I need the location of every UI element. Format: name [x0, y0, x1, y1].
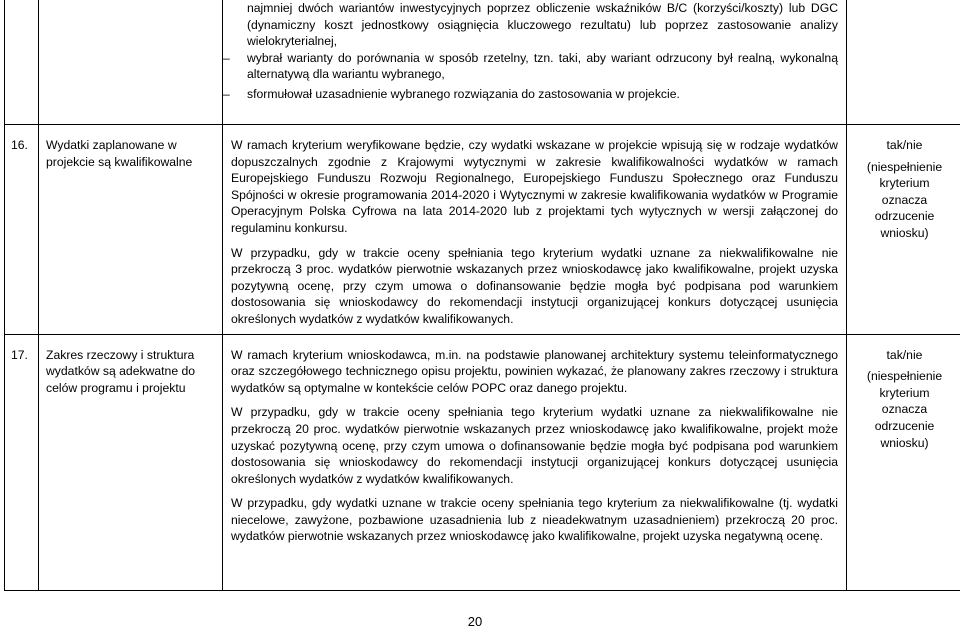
dash-marker: –	[223, 50, 230, 65]
eval-line: kryterium	[879, 385, 930, 400]
name-cell	[39, 0, 223, 125]
bullet-text: sformułował uzasadnienie wybranego rozwiązania do zastosowania w projekcie.	[247, 86, 680, 101]
paragraph: W przypadku, gdy w trakcie oceny spełniania tego kryterium wydatki uznane za niekwalifikowalne nie przekroczą 20 proc. wydatków pierwotnie wskazanych przez wnioskodawcę jako kwalifikowalne, projekt może uzyskać pozytywną ocenę, przy czym umowa o dofinansowanie będzie mogła być podpisana pod warunkiem dostosowania się wnioskodawcy do rekomendacji instytucji organizującej konkurs dotyczącej usunięcia określonych wydatków z wydatków kwalifikowanych.	[231, 405, 838, 486]
paragraph: najmniej dwóch wariantów inwestycyjnych poprzez obliczenie wskaźników B/C (korzyści/koszty) lub DGC (dynamiczny koszt jednostkowy osiągnięcia kluczowego rezultatu) lub poprzez zastosowanie analizy wielokryterialnej,	[247, 1, 838, 49]
criterion-description	[223, 334, 847, 590]
paragraph: W przypadku, gdy w trakcie oceny spełniania tego kryterium wydatki uznane za niekwalifikowalne nie przekroczą 3 proc. wydatków pierwotnie wskazanych przez wnioskodawcę jako kwalifikowalne, projekt uzyska pozytywną ocenę, przy czym umowa o dofinansowanie będzie mogła być podpisana pod warunkiem dostosowania się wnioskodawcy do rekomendacji instytucji organizującej konkurs dotyczącej usunięcia określonych wydatków z wydatków kwalifikowanych.	[231, 245, 838, 326]
eval-line: odrzucenie	[874, 209, 935, 224]
bullet-item	[223, 50, 838, 83]
eval-line: wniosku)	[880, 435, 929, 450]
bullet-item	[223, 86, 838, 103]
paragraph: W przypadku, gdy wydatki uznane w trakcie oceny spełniania tego kryterium za niekwalifikowalne (tj. wydatki niecelowe, zawyżone, pozbawione uzasadnienia lub z nieadekwatnym uzasadnieniem) przekroczą 20 proc. wydatków pierwotnie wskazanych przez wnioskodawcę jako kwalifikowalne, projekt uzyska negatywną ocenę.	[231, 496, 838, 544]
evaluation-method	[847, 125, 960, 335]
eval-line: odrzucenie	[874, 418, 935, 433]
eval-line: tak/nie	[886, 138, 923, 152]
bullet-text: wybrał warianty do porównania w sposób rzetelny, tzn. taki, aby wariant odrzucony był realną, wykonalną alternatywą dla wariantu wybranego,	[247, 50, 838, 82]
table-row	[5, 125, 960, 335]
criterion-name: Wydatki zaplanowane w projekcie są kwalifikowalne	[39, 125, 223, 335]
eval-line: oznacza	[881, 192, 928, 207]
page-number: 20	[467, 614, 483, 629]
number-cell	[5, 0, 39, 125]
eval-line: kryterium	[879, 176, 930, 191]
paragraph: W ramach kryterium weryfikowane będzie, czy wydatki wskazane w projekcie wpisują się w rodzaje wydatków dopuszczalnych zgodnie z Krajowymi wytycznymi w zakresie kwalifikowalności wydatków w ramach Europejskiego Funduszu Rozwoju Regionalnego, Europejskiego Funduszu Społecznego oraz Funduszu Spójności w okresie programowania 2014-2020 i Wytycznymi w zakresie kwalifikowania wydatków w Programie Operacyjnym Polska Cyfrowa na lata 2014-2020 lub z projektami tych wytycznych w wersji załączonej do regulaminu konkursu.	[231, 138, 838, 235]
eval-line: (niespełnienie	[866, 369, 943, 384]
table-row-continuation	[5, 0, 960, 125]
criterion-name: Zakres rzeczowy i struktura wydatków są adekwatne do celów programu i projektu	[39, 334, 223, 590]
dash-marker: –	[223, 86, 230, 101]
table-row	[5, 334, 960, 590]
evaluation-cell	[847, 0, 960, 125]
eval-line: wniosku)	[880, 225, 929, 240]
description-cell	[223, 0, 847, 125]
criteria-table	[4, 0, 960, 591]
row-number: 17.	[5, 334, 39, 590]
row-number: 16.	[5, 125, 39, 335]
criterion-description	[223, 125, 847, 335]
paragraph: W ramach kryterium wnioskodawca, m.in. na podstawie planowanej architektury systemu teleinformatycznego oraz szczegółowego technicznego opisu projektu, powinien wykazać, że planowany zakres rzeczowy i struktura wydatków są optymalne w kontekście celów POPC oraz danego projektu.	[231, 347, 838, 395]
eval-line: (niespełnienie	[866, 159, 943, 174]
evaluation-method	[847, 334, 960, 590]
eval-line: tak/nie	[886, 347, 923, 362]
eval-line: oznacza	[881, 402, 928, 417]
